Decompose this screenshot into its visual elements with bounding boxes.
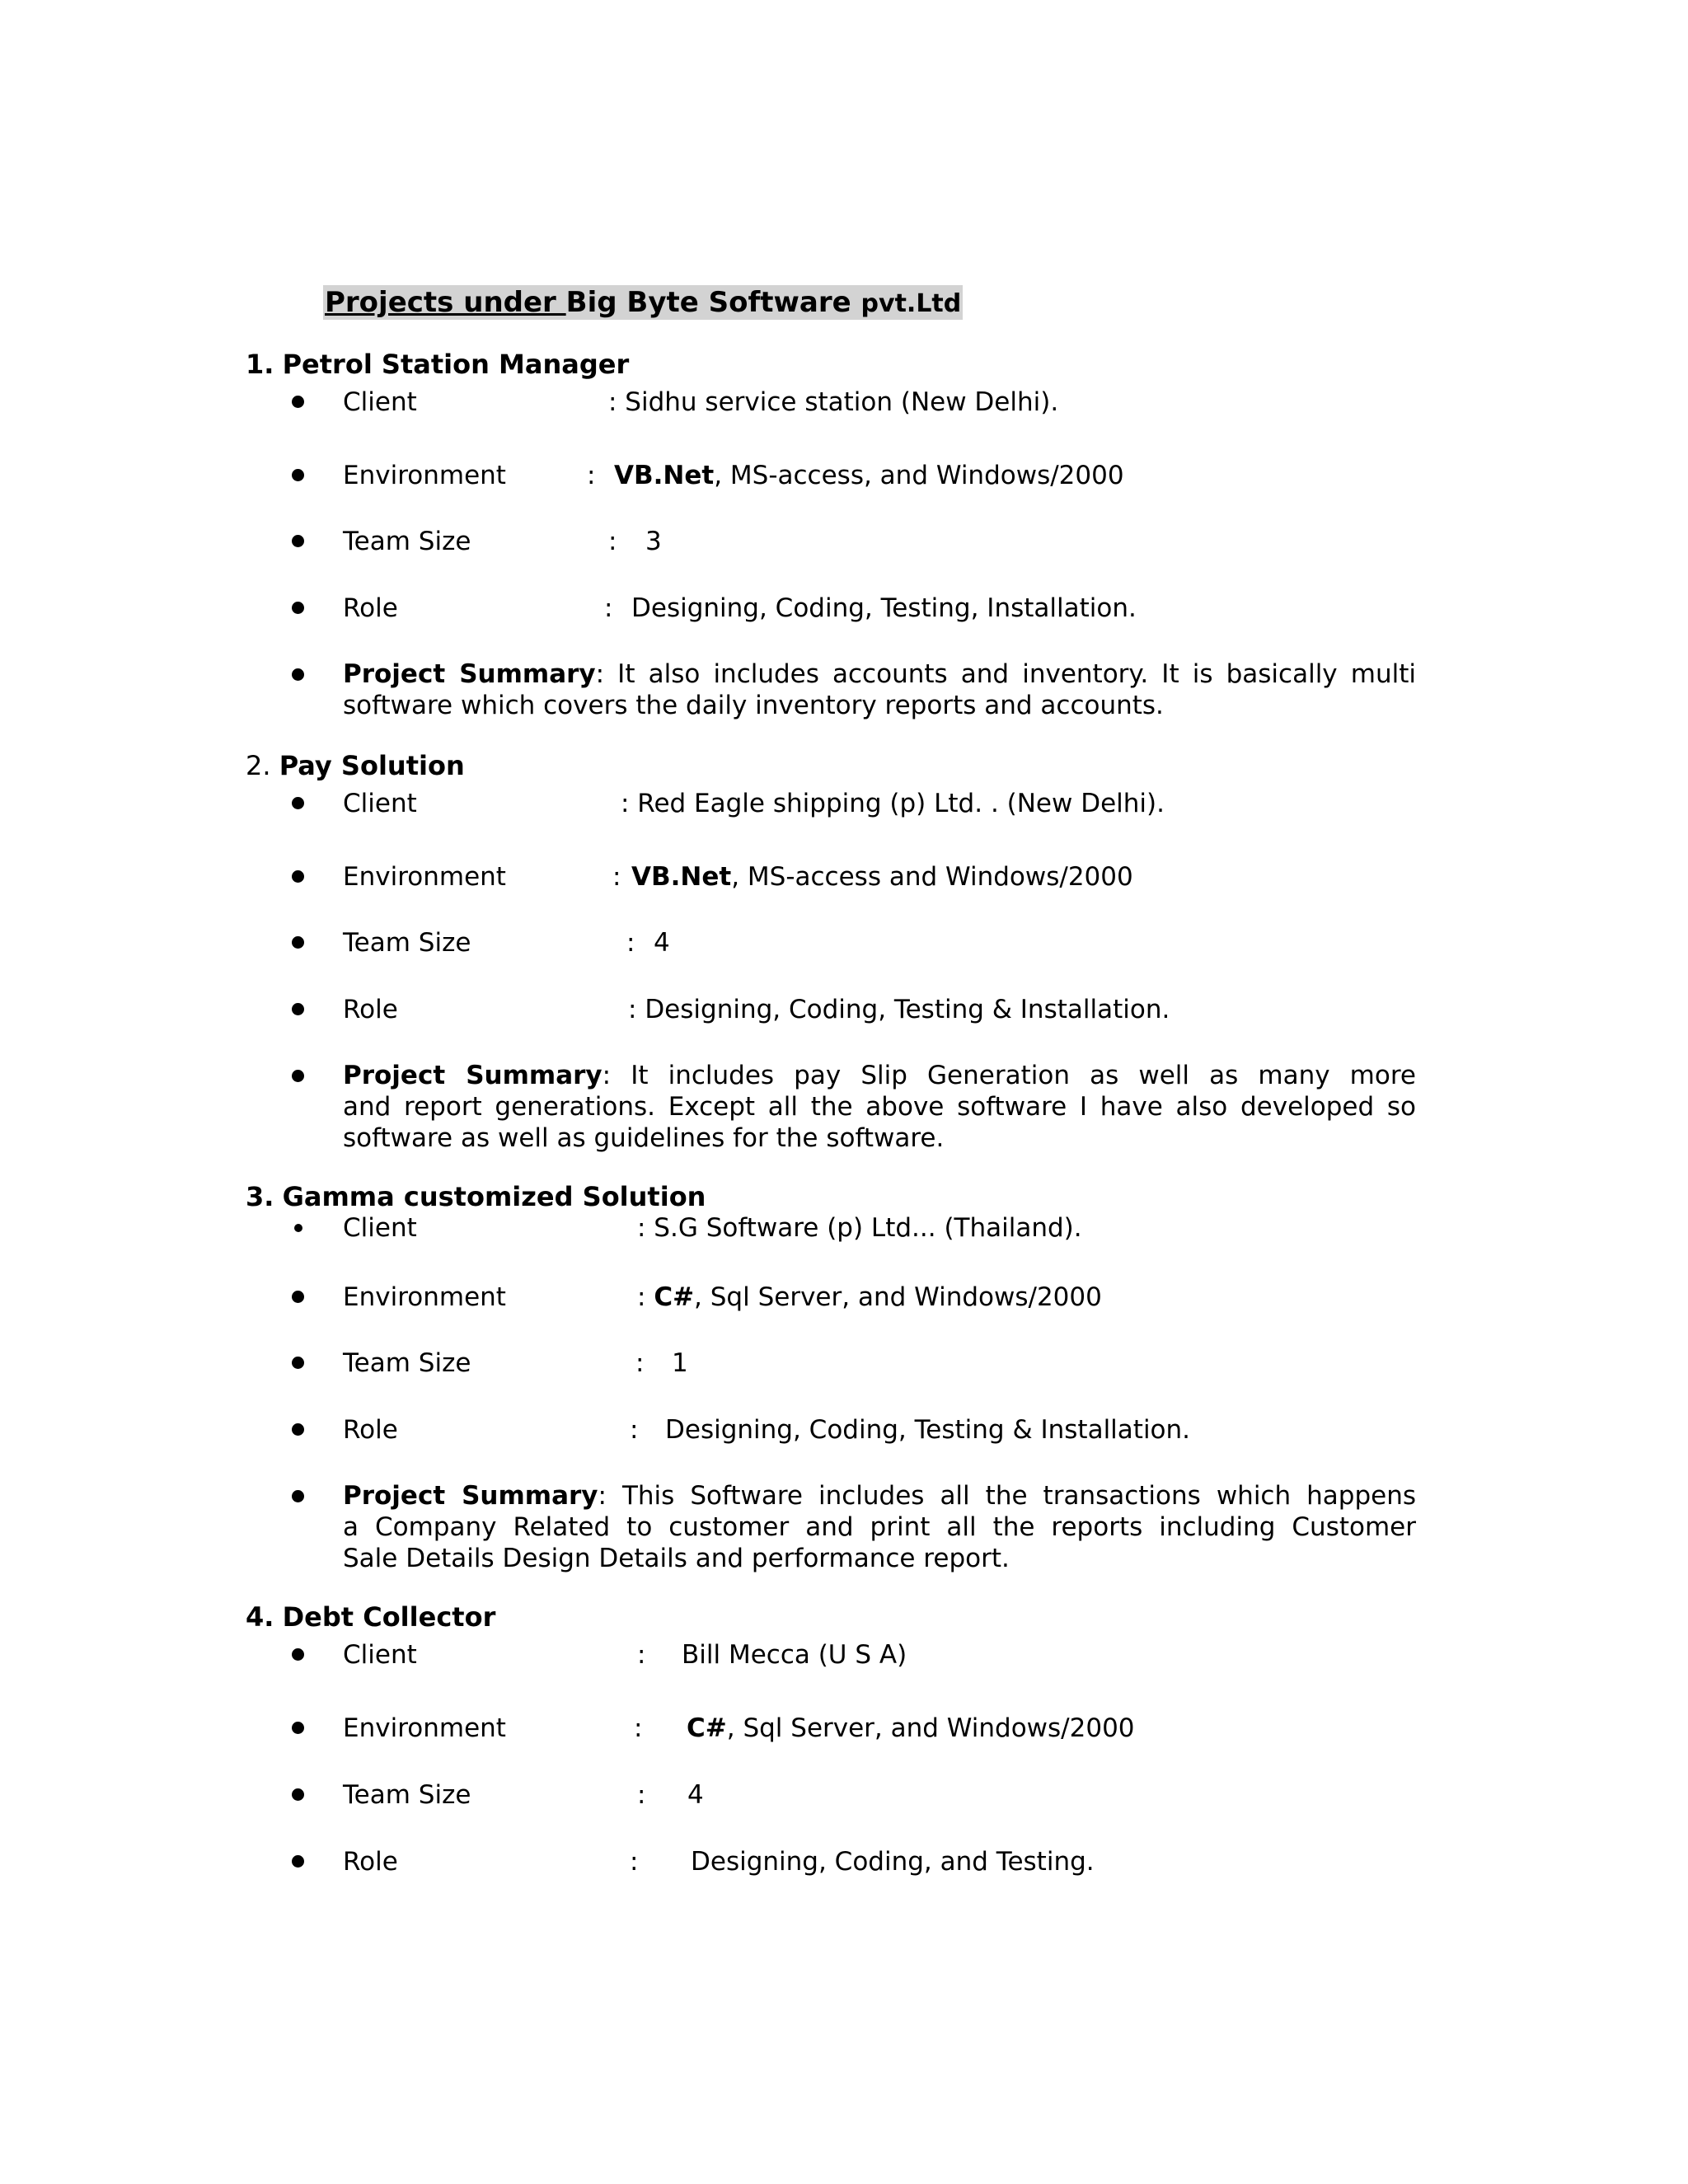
- summary-line: a Company Related to customer and print all the reports including Customer: [343, 1512, 1416, 1542]
- summary-label: Project Summary: [343, 1061, 603, 1090]
- bullet-icon: [292, 1291, 304, 1303]
- environment-rest: , Sql Server, and Windows/2000: [694, 1282, 1102, 1312]
- client-value: : S.G Software (p) Ltd... (Thailand).: [637, 1213, 1082, 1243]
- team-size-colon: :: [635, 1348, 645, 1378]
- bullet-icon: [292, 535, 304, 547]
- project-3-client-row: [0, 1212, 1688, 1244]
- bullet-icon: [292, 1070, 304, 1082]
- environment-rest: , Sql Server, and Windows/2000: [726, 1713, 1135, 1743]
- project-2-team-row: [0, 926, 1688, 959]
- project-1-summary: [343, 658, 1416, 721]
- environment-colon: :: [612, 862, 621, 892]
- project-3-environment-row: [0, 1281, 1688, 1314]
- page-title: [323, 285, 963, 320]
- role-label: Role: [343, 1847, 398, 1877]
- project-2-environment-row: [0, 860, 1688, 893]
- project-heading-4: [246, 1601, 495, 1633]
- bullet-icon: [292, 1423, 304, 1436]
- project-4-client-row: [0, 1638, 1688, 1671]
- project-2-summary: [343, 1060, 1416, 1154]
- project-heading-3: [246, 1180, 706, 1213]
- summary-label: Project Summary: [343, 659, 596, 689]
- role-label: Role: [343, 1415, 398, 1445]
- summary-line: Project Summary: It also includes accounts and inventory. It is basically multi: [343, 659, 1416, 689]
- bullet-icon: [292, 602, 304, 614]
- client-value: : Red Eagle shipping (p) Ltd. . (New Delhi).: [621, 789, 1165, 818]
- project-2-role-row: [0, 993, 1688, 1026]
- title-part-1: Projects under: [325, 286, 566, 319]
- environment-colon: :: [634, 1713, 643, 1743]
- role-colon: :: [630, 1847, 639, 1877]
- role-label: Role: [343, 593, 398, 623]
- environment-language: VB.Net: [631, 862, 732, 892]
- project-4-team-row: [0, 1779, 1688, 1811]
- team-size-value: 1: [672, 1348, 688, 1378]
- project-3-summary: [343, 1480, 1416, 1574]
- summary-line: software as well as guidelines for the software.: [343, 1123, 945, 1153]
- environment-value: [614, 459, 1124, 492]
- project-1-environment-row: [0, 459, 1688, 492]
- title-part-2: Big Byte Software: [565, 286, 861, 319]
- client-label: Client: [343, 789, 417, 818]
- environment-language: C#: [687, 1713, 727, 1743]
- client-label: Client: [343, 1640, 417, 1670]
- environment-rest: , MS-access and Windows/2000: [731, 862, 1133, 892]
- bullet-icon: [292, 668, 304, 681]
- environment-language: C#: [654, 1282, 695, 1312]
- project-3-role-row: [0, 1413, 1688, 1446]
- team-size-value: 4: [654, 928, 670, 958]
- bullet-icon: [292, 1855, 304, 1868]
- environment-rest: , MS-access, and Windows/2000: [714, 461, 1124, 490]
- summary-line: Project Summary: This Software includes all the transactions which happens: [343, 1481, 1416, 1511]
- bullet-icon: [292, 396, 304, 408]
- team-size-value: 3: [645, 527, 662, 556]
- bullet-icon: [292, 1357, 304, 1369]
- role-value: Designing, Coding, Testing, Installation.: [631, 593, 1137, 623]
- bullet-icon: [294, 1224, 302, 1232]
- role-value: Designing, Coding, and Testing.: [691, 1847, 1095, 1877]
- project-4-role-row: [0, 1845, 1688, 1878]
- bullet-icon: [292, 870, 304, 883]
- project-number: 3.: [246, 1181, 274, 1212]
- role-value: : Designing, Coding, Testing & Installation.: [628, 995, 1170, 1024]
- project-name: Gamma customized Solution: [282, 1181, 706, 1212]
- bullet-icon: [292, 797, 304, 809]
- client-label: Client: [343, 1213, 417, 1243]
- summary-line: Sale Details Design Details and performance report.: [343, 1544, 1010, 1573]
- environment-label: Environment: [343, 1282, 506, 1312]
- environment-label: Environment: [343, 461, 506, 490]
- environment-colon: :: [637, 1282, 646, 1312]
- team-size-colon: :: [608, 527, 617, 556]
- summary-line: Project Summary: It includes pay Slip Generation as well as many more: [343, 1061, 1416, 1090]
- bullet-icon: [292, 469, 304, 481]
- environment-label: Environment: [343, 862, 506, 892]
- title-part-3: pvt.Ltd: [860, 289, 962, 318]
- project-3-team-row: [0, 1347, 1688, 1380]
- environment-value: [687, 1712, 1135, 1745]
- bullet-icon: [292, 1490, 304, 1502]
- project-name: Debt Collector: [282, 1601, 496, 1633]
- client-colon: :: [637, 1640, 646, 1670]
- project-4-environment-row: [0, 1712, 1688, 1745]
- role-label: Role: [343, 995, 398, 1024]
- project-name: Petrol Station Manager: [282, 349, 630, 380]
- client-label: Client: [343, 387, 417, 417]
- project-heading-1: [246, 348, 629, 381]
- bullet-icon: [292, 1722, 304, 1734]
- environment-value: [631, 860, 1133, 893]
- project-2-client-row: [0, 787, 1688, 820]
- team-size-label: Team Size: [343, 1348, 471, 1378]
- team-size-label: Team Size: [343, 527, 471, 556]
- role-colon: :: [630, 1415, 639, 1445]
- project-number: 2.: [246, 750, 271, 781]
- project-number: 1.: [246, 349, 274, 380]
- summary-label: Project Summary: [343, 1481, 598, 1511]
- bullet-icon: [292, 936, 304, 949]
- project-1-team-row: [0, 525, 1688, 558]
- environment-language: VB.Net: [614, 461, 715, 490]
- role-colon: :: [604, 593, 613, 623]
- environment-colon: :: [587, 461, 596, 490]
- project-heading-2: [246, 749, 465, 782]
- team-size-colon: :: [626, 928, 635, 958]
- project-name: Pay Solution: [279, 750, 465, 781]
- team-size-value: 4: [687, 1780, 704, 1810]
- summary-line: and report generations. Except all the above software I have also developed so: [343, 1092, 1416, 1122]
- role-value: Designing, Coding, Testing & Installation.: [665, 1415, 1191, 1445]
- role-colon: :: [628, 995, 637, 1024]
- summary-line: software which covers the daily inventory reports and accounts.: [343, 691, 1164, 720]
- team-size-label: Team Size: [343, 928, 471, 958]
- client-value: : Sidhu service station (New Delhi).: [608, 387, 1059, 417]
- project-1-role-row: [0, 592, 1688, 625]
- bullet-icon: [292, 1648, 304, 1661]
- team-size-label: Team Size: [343, 1780, 471, 1810]
- bullet-icon: [292, 1003, 304, 1015]
- environment-label: Environment: [343, 1713, 506, 1743]
- project-number: 4.: [246, 1601, 274, 1633]
- client-value: Bill Mecca (U S A): [682, 1640, 907, 1670]
- bullet-icon: [292, 1788, 304, 1801]
- environment-value: [637, 1281, 1102, 1314]
- team-size-colon: :: [637, 1780, 646, 1810]
- project-1-client-row: [0, 386, 1688, 419]
